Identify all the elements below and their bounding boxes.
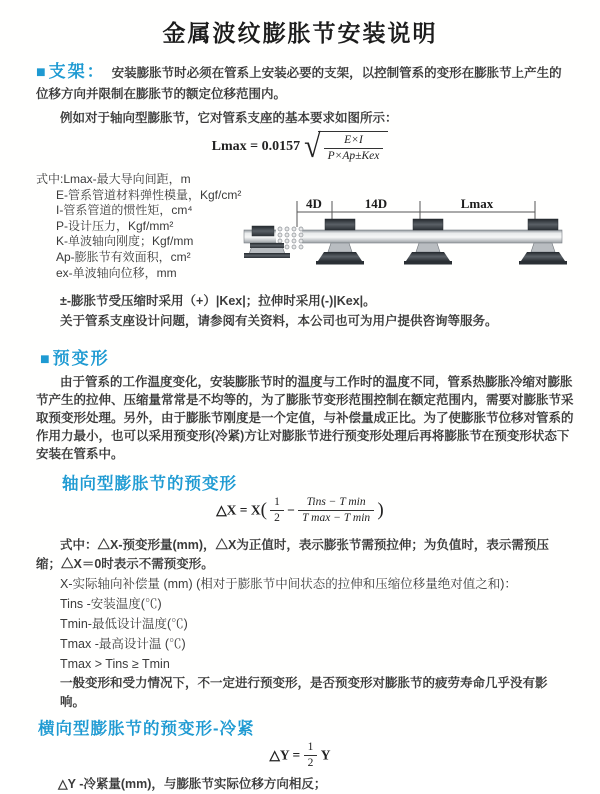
general-note-line: 一般变形和受力情况下，不一定进行预变形，是否预变形对膨胀节的疲劳寿命几乎没有影响。: [60, 676, 548, 710]
pipe-support-diagram-svg: [240, 190, 600, 290]
lateral-formula-rhs: Y: [320, 747, 331, 763]
half-fraction-numerator: 1: [304, 741, 318, 756]
axial-formula: [0, 496, 600, 530]
lateral-formula-lhs: △Y =: [269, 747, 301, 763]
dimension-label-4d: 4D: [306, 196, 322, 211]
axial-formula-lhs: △X = X: [216, 502, 261, 518]
temp-line: Tins -安装温度(℃): [60, 597, 162, 612]
lmax-fraction-numerator: E×I: [324, 134, 384, 149]
pipe-support-diagram: [240, 190, 600, 290]
minus-operator: −: [287, 502, 295, 518]
lmax-formula-lhs: Lmax = 0.0157: [211, 139, 301, 155]
close-paren: ): [377, 499, 384, 521]
definition-line: P-设计压力，Kgf/mm²: [56, 218, 174, 233]
dy-explain-line: △Y -冷紧量(mm)，与膨胀节实际位移方向相反；: [58, 777, 327, 792]
lateral-subsection-heading: 横向型膨胀节的预变形-冷紧: [38, 720, 255, 739]
axial-subsection-heading: 轴向型膨胀节的预变形: [62, 475, 237, 494]
lmax-fraction: [324, 134, 384, 163]
support-intro-paragraph: [36, 61, 574, 105]
radical-body: [318, 131, 389, 163]
predeform-section-label: 预变形: [52, 349, 110, 369]
definition-line: E-管系管道材料弹性模量，Kgf/cm²: [56, 187, 242, 202]
half-fraction: [304, 741, 318, 770]
definition-line: Ap-膨胀节有效面积，cm²: [56, 249, 191, 264]
temp-line: Tmax -最高设计温 (℃): [60, 637, 186, 652]
dimension-label-lmax: Lmax: [460, 196, 494, 211]
blue-square-bullet-icon: ■: [36, 64, 46, 81]
support-intro-text: 安装膨胀节时必须在管系上安装必要的支架，以控制管系的变形在膨胀节上产生的位移方向并限制在膨胀节的额定位移范围内。: [36, 66, 562, 101]
half-fraction-numerator: 1: [270, 496, 284, 511]
support-section-label: 支架：: [48, 62, 106, 81]
lmax-formula: [0, 128, 600, 165]
radical-expression: [304, 128, 388, 165]
definition-line: K-单波轴向刚度；Kgf/mm: [56, 234, 194, 249]
half-fraction-denominator: 2: [274, 512, 280, 525]
radical-sign: √: [304, 128, 321, 165]
plus-minus-note: ±-膨胀节受压缩时采用（+）|Kex|；拉伸时采用(-)|Kex|。: [60, 294, 376, 309]
axial-explain-paragraph: 式中：△X-预变形量(mm)，△X为正值时，表示膨张节需预拉伸；为负值时，表示需预压缩；△X＝0时表示不需预变形。: [36, 538, 549, 572]
predeform-paragraph: 由于管系的工作温度变化，安装膨胀节时的温度与工作时的温度不同，管系热膨胀冷缩对膨胀节产生的拉伸、压缩量常常是不均等的，为了膨胀节变形范围控制在额定范围内，需要对膨胀节采取预变形处理。另外，由于膨胀节刚度是一个定值，与补偿量成正比。为了使膨胀节位移对管系的作用力最小，也可以采用预变形(冷紧)方让对膨胀节进行预变形处理后再将膨胀节在预变形状态下安装在管系中。: [36, 375, 574, 462]
support-notes: [60, 292, 574, 331]
temperature-fraction-denominator: T max − T min: [302, 512, 371, 525]
temperature-fraction-numerator: Tins − T min: [298, 496, 374, 511]
half-fraction: [270, 496, 284, 525]
definition-line: ex-单波轴向位移，mm: [56, 265, 177, 280]
lateral-formula: [0, 741, 600, 771]
predeform-section-heading: [40, 344, 600, 369]
service-note: 关于管系支座设计问题，请参阅有关资料，本公司也可为用户提供咨询等服务。: [60, 313, 498, 328]
half-fraction-denominator: 2: [307, 757, 314, 770]
dimension-label-14d: 14D: [364, 196, 388, 211]
temperature-definitions: [60, 594, 600, 674]
temp-line: Tmax > Tins ≥ Tmin: [60, 657, 170, 672]
x-definition-line: X-实际轴向补偿量 (mm) (相对于膨胀节中间状态的拉伸和压缩位移量绝对值之和)：: [60, 577, 517, 592]
open-paren: (: [260, 499, 267, 521]
page-title: 金属波纹膨胀节安装说明: [162, 20, 438, 46]
lmax-fraction-denominator: P×Ap±Kex: [327, 150, 380, 163]
temperature-fraction: [298, 496, 374, 525]
definition-line: I-管系管道的惯性矩，cm⁴: [56, 203, 193, 218]
blue-square-bullet-icon: ■: [40, 351, 50, 369]
support-example-line: 例如对于轴向型膨胀节，它对管系支座的基本要求如图所示：: [60, 111, 398, 125]
definition-line: 式中:Lmax-最大导向间距，m: [36, 172, 191, 186]
temp-line: Tmin-最低设计温度(℃): [60, 617, 188, 632]
